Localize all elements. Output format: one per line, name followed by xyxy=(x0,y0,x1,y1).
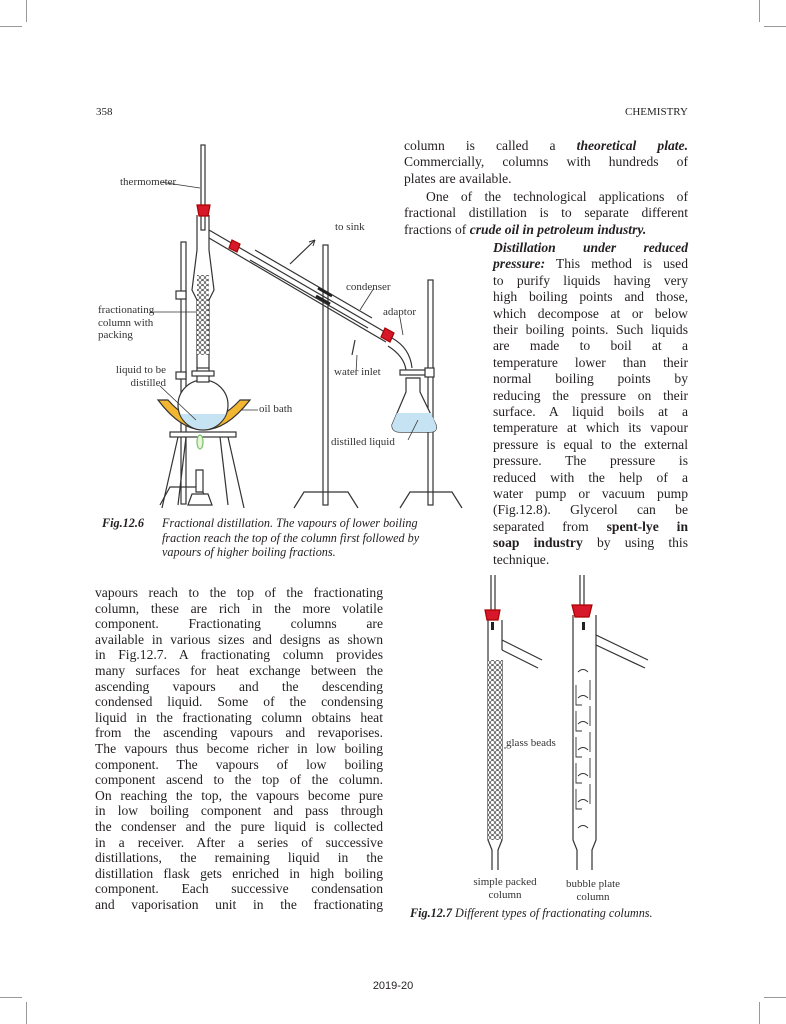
figure-12-6-caption xyxy=(102,516,144,531)
emphasis-text: soap industry xyxy=(493,535,583,551)
body-text: in low boiling component and pass through xyxy=(95,803,383,819)
emphasis-text: theoretical plate. xyxy=(576,138,688,153)
body-text: pressure. The pressure is xyxy=(493,453,688,469)
body-text: in a receiver. After a series of successive xyxy=(95,834,383,850)
caption-text: Different types of fractionating columns. xyxy=(455,906,653,920)
figure-12-6-caption-text xyxy=(162,516,419,560)
body-text: technique. xyxy=(493,551,550,567)
body-text: On reaching the top, the vapours become pure xyxy=(95,787,383,803)
label-water-inlet: water inlet xyxy=(334,366,381,378)
body-text: many surfaces for heat exchange between the xyxy=(95,663,383,678)
emphasis-text: pressure: xyxy=(493,256,546,272)
figure-12-7-caption xyxy=(410,906,653,921)
label-simple-packed-column xyxy=(466,876,544,901)
label-liquid-to-be-distilled xyxy=(104,364,166,389)
bubble-plate-column xyxy=(572,575,648,870)
body-text: distillations, the remaining liquid in the xyxy=(95,850,383,866)
body-text: reduced with the help of a xyxy=(493,469,688,485)
caption-number: Fig.12.7 xyxy=(410,906,452,920)
body-text: column is called a xyxy=(404,138,577,153)
body-text: One of the technological applications of xyxy=(426,188,688,204)
footer-year: 2019-20 xyxy=(372,980,414,992)
emphasis-text: spent-lye in xyxy=(606,518,689,534)
stopper xyxy=(485,610,500,620)
body-text: component. Each successive condensation xyxy=(95,881,383,897)
body-text: surface. A liquid boils at a xyxy=(493,404,688,419)
body-text: available in various sizes and designs as shown xyxy=(95,631,383,647)
body-text: component. The vapours of low boiling xyxy=(95,756,383,772)
label-condenser: condenser xyxy=(346,281,391,293)
label-glass-beads: glass beads xyxy=(506,737,556,749)
label-line: bubble plate xyxy=(565,878,621,890)
body-text: the condenser and the pure liquid is collected xyxy=(95,819,383,834)
running-title: CHEMISTRY xyxy=(625,106,688,118)
emphasis-text: crude oil in petroleum industry. xyxy=(469,221,647,237)
body-text: water pump or vacuum pump xyxy=(493,486,688,501)
body-text: column, these are rich in the more volatile xyxy=(95,600,383,616)
body-text: which decompose at or below xyxy=(493,305,688,321)
caption-line: vapours of higher boiling fractions. xyxy=(162,545,336,559)
label-line: liquid to be xyxy=(115,364,166,376)
body-text: separated from xyxy=(493,518,607,534)
label-adaptor: adaptor xyxy=(383,306,416,318)
body-text: temperature lower than their xyxy=(493,354,688,370)
label-bubble-plate-column xyxy=(556,878,630,903)
body-text: fractions of xyxy=(404,221,470,237)
body-text: in Fig.12.7. A fractionating column provides xyxy=(95,647,383,663)
body-text: component. Fractionating columns are xyxy=(95,616,383,632)
label-thermometer: thermometer xyxy=(120,176,177,188)
label-distilled-liquid: distilled liquid xyxy=(331,436,395,448)
caption-number: Fig.12.6 xyxy=(102,516,144,530)
caption-line: Fractional distillation. The vapours of lower boiling xyxy=(162,516,418,530)
label-line: packing xyxy=(98,329,133,341)
body-text: to purify liquids having very xyxy=(493,272,688,288)
label-fractionating-column xyxy=(98,304,154,342)
body-text: (Fig.12.8). Glycerol can be xyxy=(493,502,688,518)
label-line: column xyxy=(488,888,522,901)
body-text: reducing the pressure on their xyxy=(493,387,688,403)
label-line: fractionating xyxy=(98,304,155,316)
body-text: Commercially, columns with hundreds of xyxy=(404,154,688,170)
label-line: simple packed xyxy=(473,876,537,888)
stopper xyxy=(572,605,592,617)
body-text: distillation flask gets enriched in high boiling xyxy=(95,865,383,881)
body-text: component ascend to the top of the column. xyxy=(95,772,383,788)
label-to-sink: to sink xyxy=(335,221,365,233)
body-text: high boiling points and those, xyxy=(493,289,688,305)
simple-packed-column xyxy=(485,575,542,870)
body-text: plates are available. xyxy=(404,170,512,186)
body-text: temperature at which its vapour xyxy=(493,420,688,436)
body-text: their boiling points. Such liquids xyxy=(493,322,688,337)
body-text: by using this xyxy=(582,535,689,551)
body-text: The vapours thus become richer in low boiling xyxy=(95,741,383,756)
body-text: normal boiling points by xyxy=(493,371,688,387)
body-text: from the ascending vapours and revaporises. xyxy=(95,725,383,741)
body-text: pressure is equal to the external xyxy=(493,436,688,452)
body-text: are made to boil at a xyxy=(493,338,688,354)
body-text: liquid in the fractionating column obtains heat xyxy=(95,709,383,725)
body-text: This method is used xyxy=(545,256,688,272)
label-line: distilled xyxy=(130,376,166,389)
body-text: condensed liquid. Some of the condensing xyxy=(95,694,383,710)
label-line: column xyxy=(576,890,610,903)
emphasis-text: Distillation under reduced xyxy=(493,240,688,255)
label-line: column with xyxy=(98,316,154,329)
caption-line: fraction reach the top of the column first followed by xyxy=(162,530,420,545)
body-text: ascending vapours and the descending xyxy=(95,678,383,694)
label-oil-bath: oil bath xyxy=(259,403,293,415)
body-text: and vaporisation unit in the fractionating xyxy=(95,897,383,912)
body-text: vapours reach to the top of the fractionating xyxy=(95,585,383,600)
page-number: 358 xyxy=(96,106,113,118)
body-text: fractional distillation is to separate different xyxy=(404,205,688,221)
